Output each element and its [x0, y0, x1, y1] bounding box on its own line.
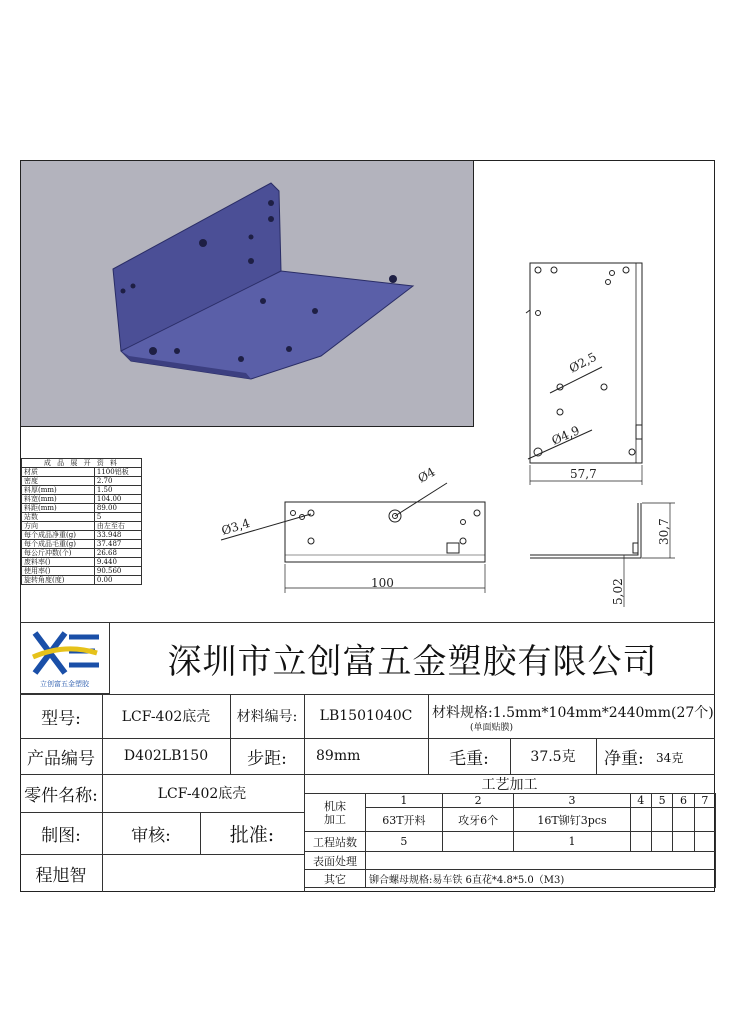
step-number: 7: [694, 794, 715, 808]
part-name-label: 零件名称:: [24, 785, 98, 806]
station-count: 5: [366, 832, 443, 852]
l-profile-drawing: [520, 495, 695, 610]
material-spec-note: (单面贴膜): [470, 723, 514, 733]
station-count: [630, 832, 651, 852]
spec-label: 每个成品毛重(g): [22, 540, 95, 549]
step-number: 3: [514, 794, 630, 808]
station-count-label: 工程站数: [305, 832, 366, 852]
spec-label: 材质: [22, 468, 95, 477]
model-value: LCF-402底壳: [121, 709, 211, 725]
net-weight-label: 净重:: [604, 749, 644, 769]
process-title: 工艺加工: [481, 776, 538, 793]
spec-label: 废料率(): [22, 558, 95, 567]
operation: [694, 808, 715, 832]
operation: [673, 808, 694, 832]
step-number: 5: [651, 794, 672, 808]
other-label: 其它: [305, 870, 366, 888]
station-count: 1: [514, 832, 630, 852]
step-number: 2: [442, 794, 514, 808]
spec-label: 旋转角度(度): [22, 576, 95, 585]
pitch-label: 步距:: [247, 748, 287, 769]
gross-weight-value: 37.5克: [530, 749, 576, 765]
col-line: [428, 694, 429, 738]
dim-577: 57,7: [570, 467, 597, 481]
spec-value: 5: [94, 513, 141, 522]
drawer-name: 程旭智: [35, 865, 87, 886]
surface-treatment-value: [366, 852, 716, 870]
spec-label: 每个成品净重(g): [22, 531, 95, 540]
spec-label: 方向: [22, 522, 95, 531]
front-view-drawing: [215, 465, 505, 595]
station-count: [673, 832, 694, 852]
reviewer-label: 审核:: [131, 825, 171, 846]
logo-text: 立创富五金塑胶: [40, 679, 89, 688]
dim-d34: Ø3,4: [219, 516, 252, 538]
net-weight-value: 34克: [656, 751, 684, 765]
station-count: [442, 832, 514, 852]
product-no-value: D402LB150: [123, 748, 209, 764]
spec-label: 密度: [22, 477, 95, 486]
spec-value: 37.487: [94, 540, 141, 549]
step-number: 1: [366, 794, 443, 808]
spec-value: 104.00: [94, 495, 141, 504]
spec-label: 料厚(mm): [22, 486, 95, 495]
spec-value: 1100铝板: [94, 468, 141, 477]
part-name-value: LCF-402底壳: [157, 786, 247, 802]
step-number: 4: [630, 794, 651, 808]
model-label: 型号:: [41, 708, 81, 729]
spec-label: 站数: [22, 513, 95, 522]
company-logo: [20, 622, 110, 694]
side-view-drawing: [520, 255, 700, 485]
dim-d4: Ø4: [415, 465, 438, 486]
spec-value: 90.560: [94, 567, 141, 576]
blank-spec-table: [21, 458, 142, 585]
spec-value: 由左至右: [94, 522, 141, 531]
operation: [630, 808, 651, 832]
approver-label: 批准:: [229, 823, 275, 846]
operation: 16T铆钉3pcs: [514, 808, 630, 832]
spec-value: 89.00: [94, 504, 141, 513]
spec-value: 9.440: [94, 558, 141, 567]
step-number: 6: [673, 794, 694, 808]
spec-value: 1.50: [94, 486, 141, 495]
gross-weight-label: 毛重:: [449, 748, 489, 769]
dim-100: 100: [371, 576, 394, 590]
dim-307: 30,7: [657, 518, 671, 545]
machine-label-2: 加工: [324, 812, 346, 826]
spec-value: 0.00: [94, 576, 141, 585]
spec-value: 33.948: [94, 531, 141, 540]
process-table: [304, 793, 716, 888]
logo-mark-icon: [25, 627, 105, 679]
station-count: [694, 832, 715, 852]
surface-treatment-label: 表面处理: [305, 852, 366, 870]
part-3d-render: [21, 161, 474, 427]
dim-d25: Ø2,5: [566, 349, 599, 376]
material-no-label: 材料编号:: [236, 709, 298, 725]
col-line: [596, 738, 597, 774]
spec-label: 使用率(): [22, 567, 95, 576]
material-spec: 材料规格:1.5mm*104mm*2440mm(27个): [432, 705, 714, 721]
station-count: [651, 832, 672, 852]
company-name: 深圳市立创富五金塑胶有限公司: [167, 641, 658, 682]
spec-value: 2.70: [94, 477, 141, 486]
product-no-label: 产品编号: [27, 748, 95, 769]
pitch-value: 89mm: [316, 748, 361, 764]
spec-value: 26.68: [94, 549, 141, 558]
material-no-value: LB1501040C: [319, 708, 413, 724]
spec-label: 每公斤冲数(个): [22, 549, 95, 558]
operation: [651, 808, 672, 832]
spec-table-header: 成 品 展 开 资 料: [22, 459, 142, 468]
machine-label-1: 机床: [324, 799, 346, 813]
operation: 63T开料: [366, 808, 443, 832]
spec-label: 料宽(mm): [22, 495, 95, 504]
drawn-by-label: 制图:: [41, 825, 81, 846]
operation: 攻牙6个: [442, 808, 514, 832]
spec-label: 料距(mm): [22, 504, 95, 513]
other-value: 铆合螺母规格:易车铁 6直花*4.8*5.0（M3): [366, 870, 716, 888]
dim-d49: Ø4,9: [549, 423, 582, 448]
dim-502: 5,02: [611, 578, 625, 605]
